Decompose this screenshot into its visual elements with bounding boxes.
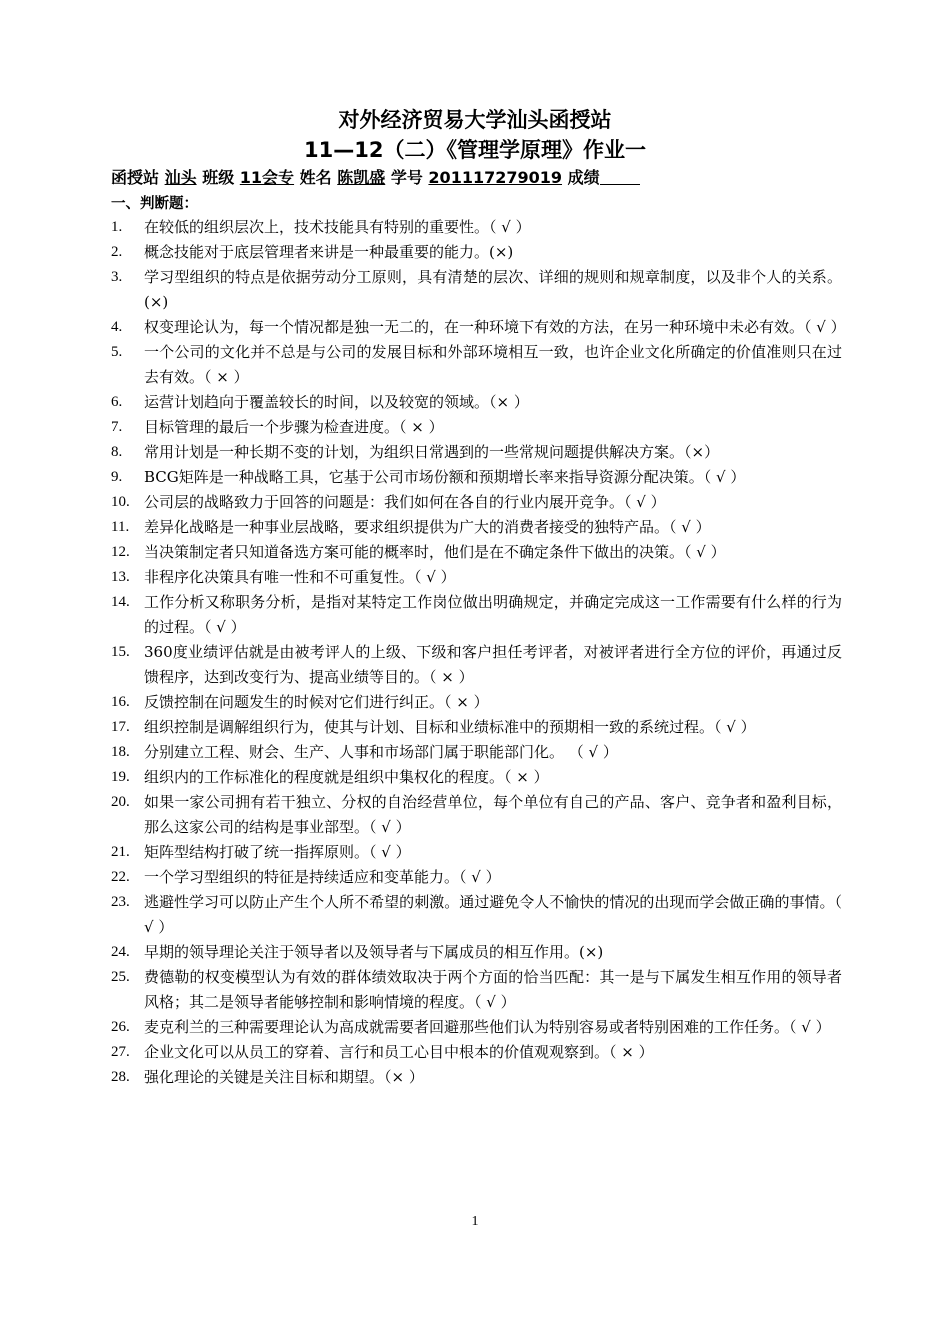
list-item: [111, 1065, 842, 1090]
class-label: 班级: [202, 168, 235, 187]
item-number: 13.: [111, 569, 130, 585]
item-number: 3.: [111, 269, 123, 285]
class-value: 11会专: [239, 168, 295, 187]
item-text: 费德勒的权变模型认为有效的群体绩效取决于两个方面的恰当匹配：其一是与下属发生相互作用的领导者风格；其二是领导者能够控制和影响情境的程度。（ √ ）: [144, 968, 842, 1011]
item-text: 在较低的组织层次上，技术技能具有特别的重要性。（ √ ）: [144, 218, 531, 236]
list-item: [111, 965, 842, 1015]
list-item: [111, 515, 842, 540]
item-text: 工作分析又称职务分析，是指对某特定工作岗位做出明确规定，并确定完成这一工作需要有什么样的行为的过程。（ √ ）: [144, 593, 842, 636]
item-text: 组织控制是调解组织行为，使其与计划、目标和业绩标准中的预期相一致的系统过程。（ √ ）: [144, 718, 756, 736]
assignment-title: 11—12（二）《管理学原理》作业一: [304, 138, 646, 162]
item-text: BCG矩阵是一种战略工具，它基于公司市场份额和预期增长率来指导资源分配决策。（ √ ）: [144, 468, 746, 486]
item-number: 6.: [111, 394, 123, 410]
list-item: [111, 240, 842, 265]
item-number: 24.: [111, 944, 130, 960]
item-number: 18.: [111, 744, 130, 760]
list-item: [111, 940, 842, 965]
list-item: [111, 415, 842, 440]
item-number: 26.: [111, 1019, 130, 1035]
item-number: 23.: [111, 894, 130, 910]
item-text: 逃避性学习可以防止产生个人所不希望的刺激。通过避免令人不愉快的情况的出现而学会做正确的事情。（ √ ）: [144, 893, 842, 936]
station-label: 函授站: [111, 168, 160, 187]
item-text: 分别建立工程、财会、生产、人事和市场部门属于职能部门化。 （ √ ）: [144, 743, 618, 761]
name-value: 陈凯盛: [337, 168, 386, 187]
score-label: 成绩: [567, 168, 600, 187]
student-id-label: 学号: [390, 168, 423, 187]
item-text: 常用计划是一种长期不变的计划，为组织日常遇到的一些常规问题提供解决方案。（×）: [144, 443, 720, 461]
item-text: 反馈控制在问题发生的时候对它们进行纠正。（ × ）: [144, 693, 489, 711]
list-item: [111, 1015, 842, 1040]
item-text: 学习型组织的特点是依据劳动分工原则，具有清楚的层次、详细的规则和规章制度，以及非个人的关系。(×): [144, 268, 842, 311]
item-number: 15.: [111, 644, 130, 660]
list-item: [111, 315, 846, 340]
item-number: 27.: [111, 1044, 130, 1060]
list-item: [111, 490, 842, 515]
list-item: [111, 790, 842, 840]
item-text: 一个学习型组织的特征是持续适应和变革能力。（ √ ）: [144, 868, 501, 886]
list-item: [111, 340, 842, 390]
item-number: 16.: [111, 694, 130, 710]
item-text: 当决策制定者只知道备选方案可能的概率时，他们是在不确定条件下做出的决策。（ √ ）: [144, 543, 726, 561]
item-number: 22.: [111, 869, 130, 885]
item-text: 目标管理的最后一个步骤为检查进度。（ × ）: [144, 418, 444, 436]
item-text: 概念技能对于底层管理者来讲是一种最重要的能力。(×): [144, 243, 514, 261]
item-number: 11.: [111, 519, 130, 535]
list-item: [111, 840, 842, 865]
item-text: 360度业绩评估就是由被考评人的上级、下级和客户担任考评者，对被评者进行全方位的评价，再通过反馈程序，达到改变行为、提高业绩等目的。（ × ）: [144, 643, 842, 686]
list-item: [111, 265, 842, 315]
item-number: 8.: [111, 444, 123, 460]
item-number: 4.: [111, 319, 123, 335]
item-text: 差异化战略是一种事业层战略，要求组织提供为广大的消费者接受的独特产品。（ √ ）: [144, 518, 711, 536]
item-number: 17.: [111, 719, 130, 735]
item-number: 21.: [111, 844, 130, 860]
item-number: 19.: [111, 769, 130, 785]
list-item: [111, 765, 842, 790]
item-number: 10.: [111, 494, 130, 510]
list-item: [111, 890, 842, 940]
list-item: [111, 865, 842, 890]
list-item: [111, 690, 842, 715]
list-item: [111, 465, 842, 490]
item-text: 矩阵型结构打破了统一指挥原则。（ √ ）: [144, 843, 411, 861]
item-text: 麦克利兰的三种需要理论认为高成就需要者回避那些他们认为特别容易或者特别困难的工作任务。（ √ ）: [144, 1018, 831, 1036]
item-text: 运营计划趋向于覆盖较长的时间，以及较宽的领域。（× ）: [144, 393, 529, 411]
item-text: 一个公司的文化并不总是与公司的发展目标和外部环境相互一致，也许企业文化所确定的价值准则只在过去有效。（ × ）: [144, 343, 842, 386]
item-text: 企业文化可以从员工的穿着、言行和员工心目中根本的价值观观察到。（ × ）: [144, 1043, 654, 1061]
list-item: [111, 390, 842, 415]
list-item: [111, 640, 842, 690]
list-item: [111, 1040, 842, 1065]
list-item: [111, 590, 842, 640]
page-number: 1: [471, 1214, 479, 1229]
item-number: 14.: [111, 594, 130, 610]
name-label: 姓名: [299, 168, 332, 187]
student-id-value: 201117279019: [428, 168, 563, 187]
item-number: 20.: [111, 794, 130, 810]
list-item: [111, 440, 842, 465]
section-heading: 一、判断题：: [111, 196, 198, 212]
item-number: 5.: [111, 344, 123, 360]
item-number: 28.: [111, 1069, 130, 1085]
student-info-line: [111, 167, 640, 189]
item-text: 早期的领导理论关注于领导者以及领导者与下属成员的相互作用。(×): [144, 943, 604, 961]
item-text: 强化理论的关键是关注目标和期望。（× ）: [144, 1068, 424, 1086]
item-text: 如果一家公司拥有若干独立、分权的自治经营单位，每个单位有自己的产品、客户、竞争者和盈利目标，那么这家公司的结构是事业部型。（ √ ）: [144, 793, 842, 836]
item-number: 1.: [111, 219, 123, 235]
list-item: [111, 715, 842, 740]
question-list: [111, 215, 846, 1090]
list-item: [111, 565, 842, 590]
item-text: 组织内的工作标准化的程度就是组织中集权化的程度。（ × ）: [144, 768, 549, 786]
list-item: [111, 215, 842, 240]
item-text: 权变理论认为，每一个情况都是独一无二的，在一种环境下有效的方法，在另一种环境中未必有效。（ √ ）: [144, 318, 846, 336]
list-item: [111, 540, 842, 565]
item-number: 25.: [111, 969, 130, 985]
school-title: 对外经济贸易大学汕头函授站: [338, 108, 612, 132]
item-number: 2.: [111, 244, 123, 260]
item-text: 非程序化决策具有唯一性和不可重复性。（ √ ）: [144, 568, 456, 586]
item-text: 公司层的战略致力于回答的问题是：我们如何在各自的行业内展开竞争。（ √ ）: [144, 493, 666, 511]
item-number: 9.: [111, 469, 123, 485]
score-blank: [600, 168, 640, 185]
station-value: 汕头: [164, 168, 197, 187]
item-number: 7.: [111, 419, 123, 435]
list-item: [111, 740, 842, 765]
item-number: 12.: [111, 544, 130, 560]
